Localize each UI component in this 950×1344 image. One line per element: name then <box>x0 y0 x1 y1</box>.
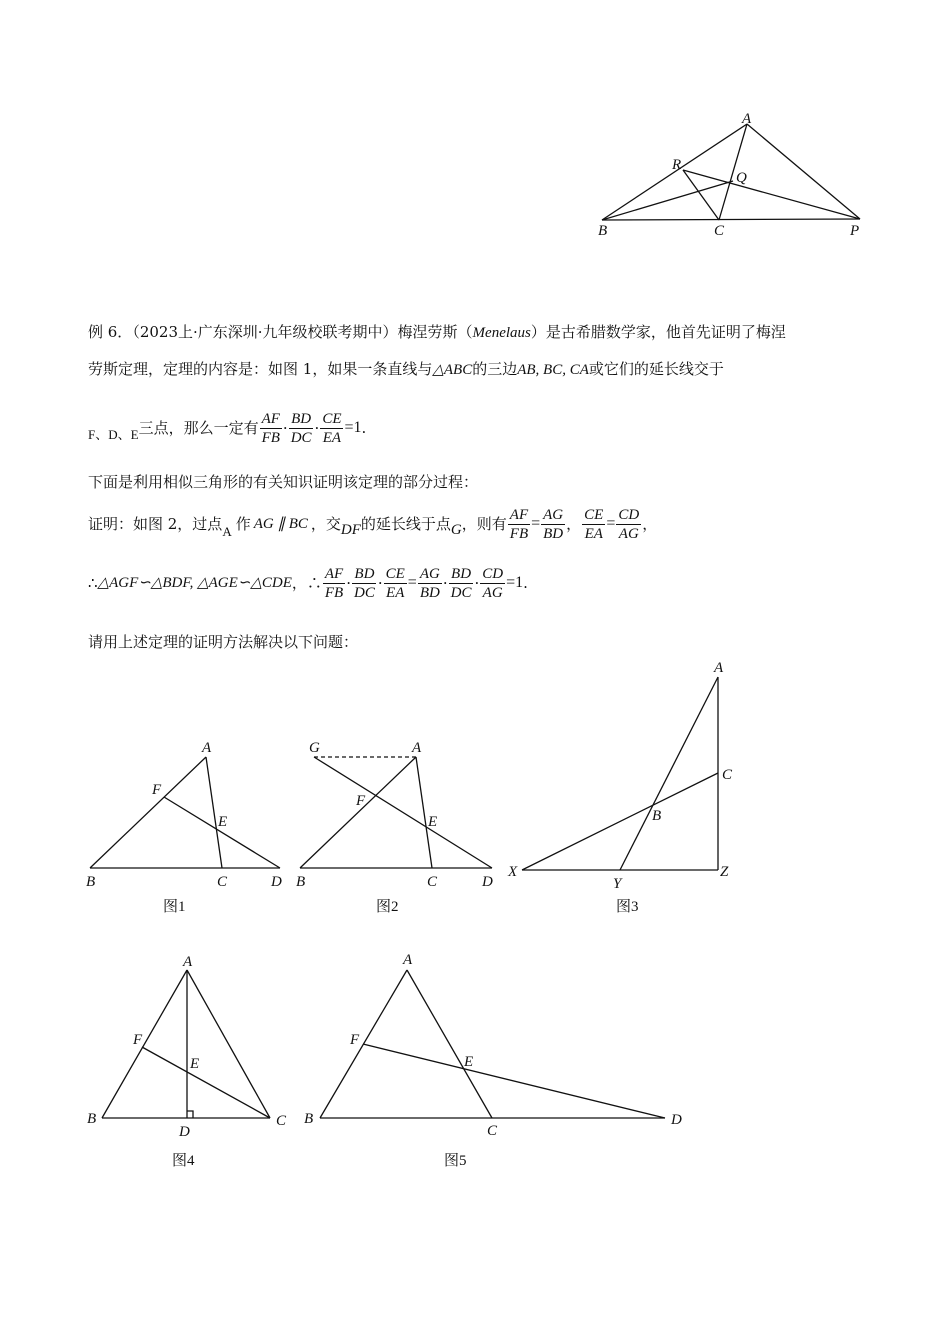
label-c: C <box>714 223 725 239</box>
figure-3 <box>500 655 750 920</box>
svg-text:E: E <box>464 1054 474 1070</box>
svg-text:A: A <box>714 660 724 676</box>
svg-text:D: D <box>671 1112 682 1128</box>
sides-list: AB, BC, CA <box>517 362 589 378</box>
svg-text:C: C <box>217 874 228 890</box>
caption-fig4: 图4 <box>172 1153 195 1169</box>
svg-text:X: X <box>508 864 518 880</box>
menelaus-name: Menelaus <box>472 325 531 341</box>
svg-text:F: F <box>350 1032 360 1048</box>
frac-ce-ea-2: $\frac{CE}{EA}$ <box>584 506 604 542</box>
figure-1 <box>80 735 295 920</box>
svg-text:D: D <box>482 874 493 890</box>
svg-text:B: B <box>304 1111 314 1127</box>
frac-bd-dc: $\frac{BD}{DC}$ <box>290 410 312 446</box>
frac-ag-bd: $\frac{AG}{BD}$ <box>543 506 564 542</box>
svg-text:C: C <box>427 874 438 890</box>
svg-text:G: G <box>309 740 320 756</box>
proof-line-2: ∴ △AGF∽△BDF, △AGE∽△CDE ，∴ $\frac{AF}{FB}$ · $\frac{BD}{DC}$ · $\frac{CE}{EA}$ = $\frac{AG}{BD}$ · $\frac{BD}{DC}$ · $\frac{CD}{AG}$ =1 . <box>88 565 528 601</box>
example-number: 例 6． <box>88 323 133 341</box>
figure-2 <box>290 735 510 920</box>
points-fde: F、D、E <box>88 427 139 442</box>
figure-5 <box>295 945 695 1175</box>
example-line-1: 例 6．（2023上·广东深圳·九年级校联考期中）梅涅劳斯（Menelaus）是古希腊数学家，他首先证明了梅涅 <box>88 323 786 341</box>
label-a: A <box>742 111 752 127</box>
svg-text:B: B <box>87 1111 97 1127</box>
svg-text:F: F <box>356 793 366 809</box>
svg-text:A: A <box>412 740 422 756</box>
frac-af-fb: $\frac{AF}{FB}$ <box>261 410 280 446</box>
caption-fig2: 图2 <box>376 899 399 915</box>
frac-cd-ag: $\frac{CD}{AG}$ <box>618 506 640 542</box>
example-line-3: F、D、E 三点，那么一定有 $\frac{AF}{FB}$ · $\frac{BD}{DC}$ · $\frac{CE}{EA}$ =1 . <box>88 410 367 446</box>
svg-text:B: B <box>652 808 662 824</box>
example-line-4: 下面是利用相似三角形的有关知识证明该定理的部分过程： <box>88 473 479 491</box>
svg-text:D: D <box>271 874 282 890</box>
svg-text:E: E <box>218 814 228 830</box>
caption-fig3: 图3 <box>616 899 639 915</box>
similar-triangles: △AGF∽△BDF, △AGE∽△CDE <box>97 575 292 591</box>
frac-ce-ea: $\frac{CE}{EA}$ <box>322 410 342 446</box>
figure-4 <box>80 945 295 1175</box>
label-p: P <box>850 223 860 239</box>
svg-text:B: B <box>296 874 306 890</box>
label-q: Q <box>736 170 747 186</box>
svg-text:Z: Z <box>720 864 729 880</box>
label-b: B <box>598 223 608 239</box>
svg-text:E: E <box>190 1056 200 1072</box>
parallel-ag-bc: AG ∥ BC <box>253 516 308 532</box>
svg-text:E: E <box>428 814 438 830</box>
svg-text:C: C <box>276 1113 287 1129</box>
example-line-6: 请用上述定理的证明方法解决以下问题： <box>88 633 359 651</box>
frac-af-fb-2: $\frac{AF}{FB}$ <box>509 506 529 542</box>
svg-text:C: C <box>487 1123 498 1139</box>
proof-line-1: 证明：如图 2，过点 A 作 AG ∥ BC ，交 DF 的延长线于点 G ，则有 $\frac{AF}{FB}$ = $\frac{AG}{BD}$ ， $\frac{CE}{EA}$ = $\frac{CD}{AG}$ ， <box>88 506 658 542</box>
top-triangle-figure <box>585 110 875 245</box>
svg-text:Y: Y <box>613 876 622 892</box>
svg-text:A: A <box>202 740 212 756</box>
caption-fig5: 图5 <box>444 1153 467 1169</box>
svg-text:A: A <box>403 952 413 968</box>
svg-text:B: B <box>86 874 96 890</box>
svg-text:F: F <box>133 1032 143 1048</box>
example-line-2: 劳斯定理，定理的内容是：如图 1，如果一条直线与△ABC的三边AB, BC, CA或它们的延长线交于 <box>88 360 724 378</box>
example-source: （2023上·广东深圳·九年级校联考期中） <box>132 323 398 341</box>
triangle-abc: △ABC <box>432 362 473 378</box>
label-r: R <box>672 157 682 173</box>
svg-text:A: A <box>183 954 193 970</box>
svg-text:D: D <box>179 1124 190 1140</box>
svg-text:C: C <box>722 767 733 783</box>
svg-text:F: F <box>152 782 162 798</box>
caption-fig1: 图1 <box>163 899 186 915</box>
